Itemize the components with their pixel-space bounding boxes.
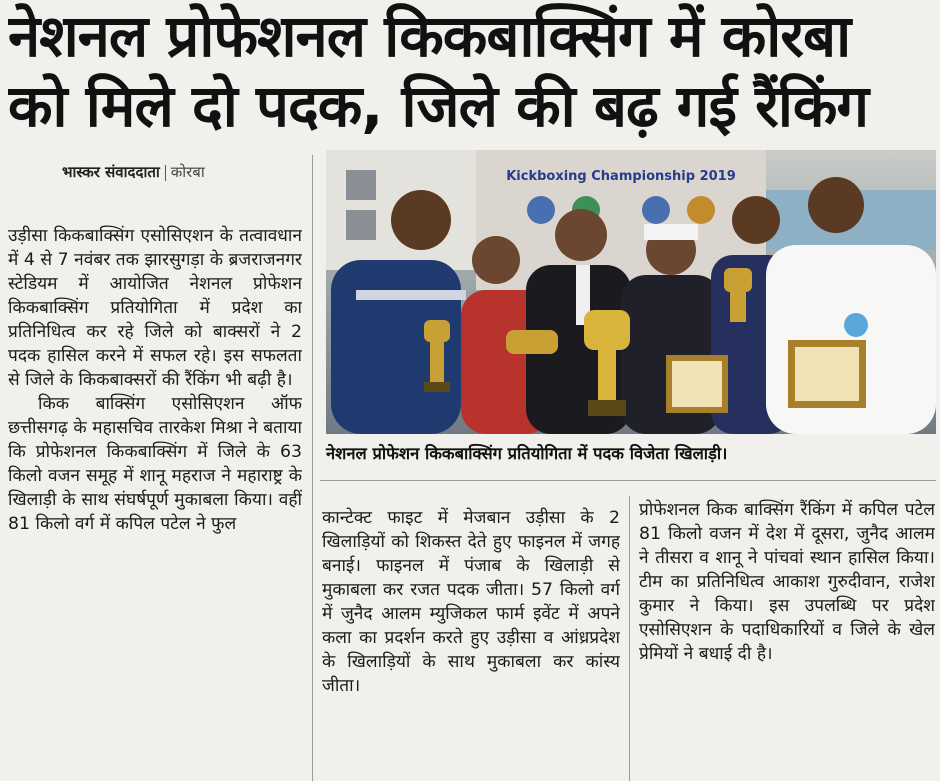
- headline: [8, 2, 932, 142]
- headline-line-1: नेशनल प्रोफेशनल किकबाक्सिंग में कोरबा: [8, 2, 851, 70]
- article-column-2: [322, 506, 620, 781]
- photo-illustration: [326, 150, 936, 434]
- hall-window: [346, 210, 376, 240]
- article-paragraph: प्रोफेशनल किक बाक्सिंग रैंकिंग में कपिल पटेल 81 किलो वजन में देश में दूसरा, जुनैद आलम ने तीसरा व शानू ने पांचवां स्थान हासिल किया। टीम का प्रतिनिधित्व आकाश गुरुदीवान, राजेश कुमार ने किया। इस उपलब्धि पर प्रदेश एसोसिएशन के पदाधिकारियों व जिले के खेल प्रेमियों ने बधाई दी है।: [639, 500, 935, 664]
- trophy: [506, 330, 558, 354]
- headline-line-2: को मिले दो पदक, जिले की बढ़ गई रैंकिंग: [8, 72, 869, 140]
- byline: [62, 162, 302, 182]
- column-rule-2: [629, 496, 630, 781]
- article-paragraph: उड़ीसा किकबाक्सिंग एसोसिएशन के तत्वावधान में 4 से 7 नवंबर तक झारसुगड़ा के ब्रजराजनगर स्टेडियम में आयोजित नेशनल प्रोफेशन किकबाक्सिंग प्रतियोगिता में प्रदेश का प्रतिनिधित्व कर रहे जिले को बाक्सरों ने 2 पदक हासिल करने में सफल रहे। इस सफलता से जिले के किकबाक्सरों की रैंकिंग भी बढ़ी है।: [8, 226, 302, 390]
- photo-bottom-rule: [320, 480, 936, 481]
- photo-caption: नेशनल प्रोफेशन किकबाक्सिंग प्रतियोगिता में पदक विजेता खिलाड़ी।: [326, 444, 728, 463]
- article-paragraph: कान्टेक्ट फाइट में मेजबान उड़ीसा के 2 खिलाड़ियों को शिकस्त देते हुए फाइनल में जगह बनाई। फाइनल में पंजाब के खिलाड़ी से मुकाबला कर रजत पदक जीता। 57 किलो वर्ग में जुनैद आलम म्युजिकल फार्म इवेंट में अपने कला का प्रदर्शन करते हुए उड़ीसा व आंध्रप्रदेश के खिलाड़ियों के साथ मुकाबला कर कांस्य जीता।: [322, 508, 620, 696]
- banner-logo: [527, 196, 555, 224]
- award-plaque: [788, 340, 866, 408]
- hall-window: [346, 170, 376, 200]
- byline-source: भास्कर संवाददाता: [62, 163, 160, 181]
- banner-logo: [642, 196, 670, 224]
- article-paragraph: किक बाक्सिंग एसोसिएशन ऑफ छत्तीसगढ़ के महासचिव तारकेश मिश्रा ने बताया कि प्रोफेशनल किकबाक्सिंग में जिले के 63 किलो वजन समूह में शानू महराज ने महाराष्ट्र के खिलाड़ी के साथ संघर्षपूर्ण मुकाबला किया। वहीं 81 किलो वर्ग में कपिल पटेल ने फुल: [8, 394, 302, 534]
- news-photo: [326, 150, 936, 434]
- article-column-3: [639, 498, 935, 781]
- column-rule-1: [312, 155, 313, 781]
- article-column-1: [8, 224, 302, 781]
- banner-logo: [687, 196, 715, 224]
- byline-place: कोरबा: [170, 163, 205, 181]
- banner-text: Kickboxing Championship 2019: [506, 169, 736, 184]
- byline-divider: [165, 165, 166, 181]
- award-plaque: [666, 355, 728, 413]
